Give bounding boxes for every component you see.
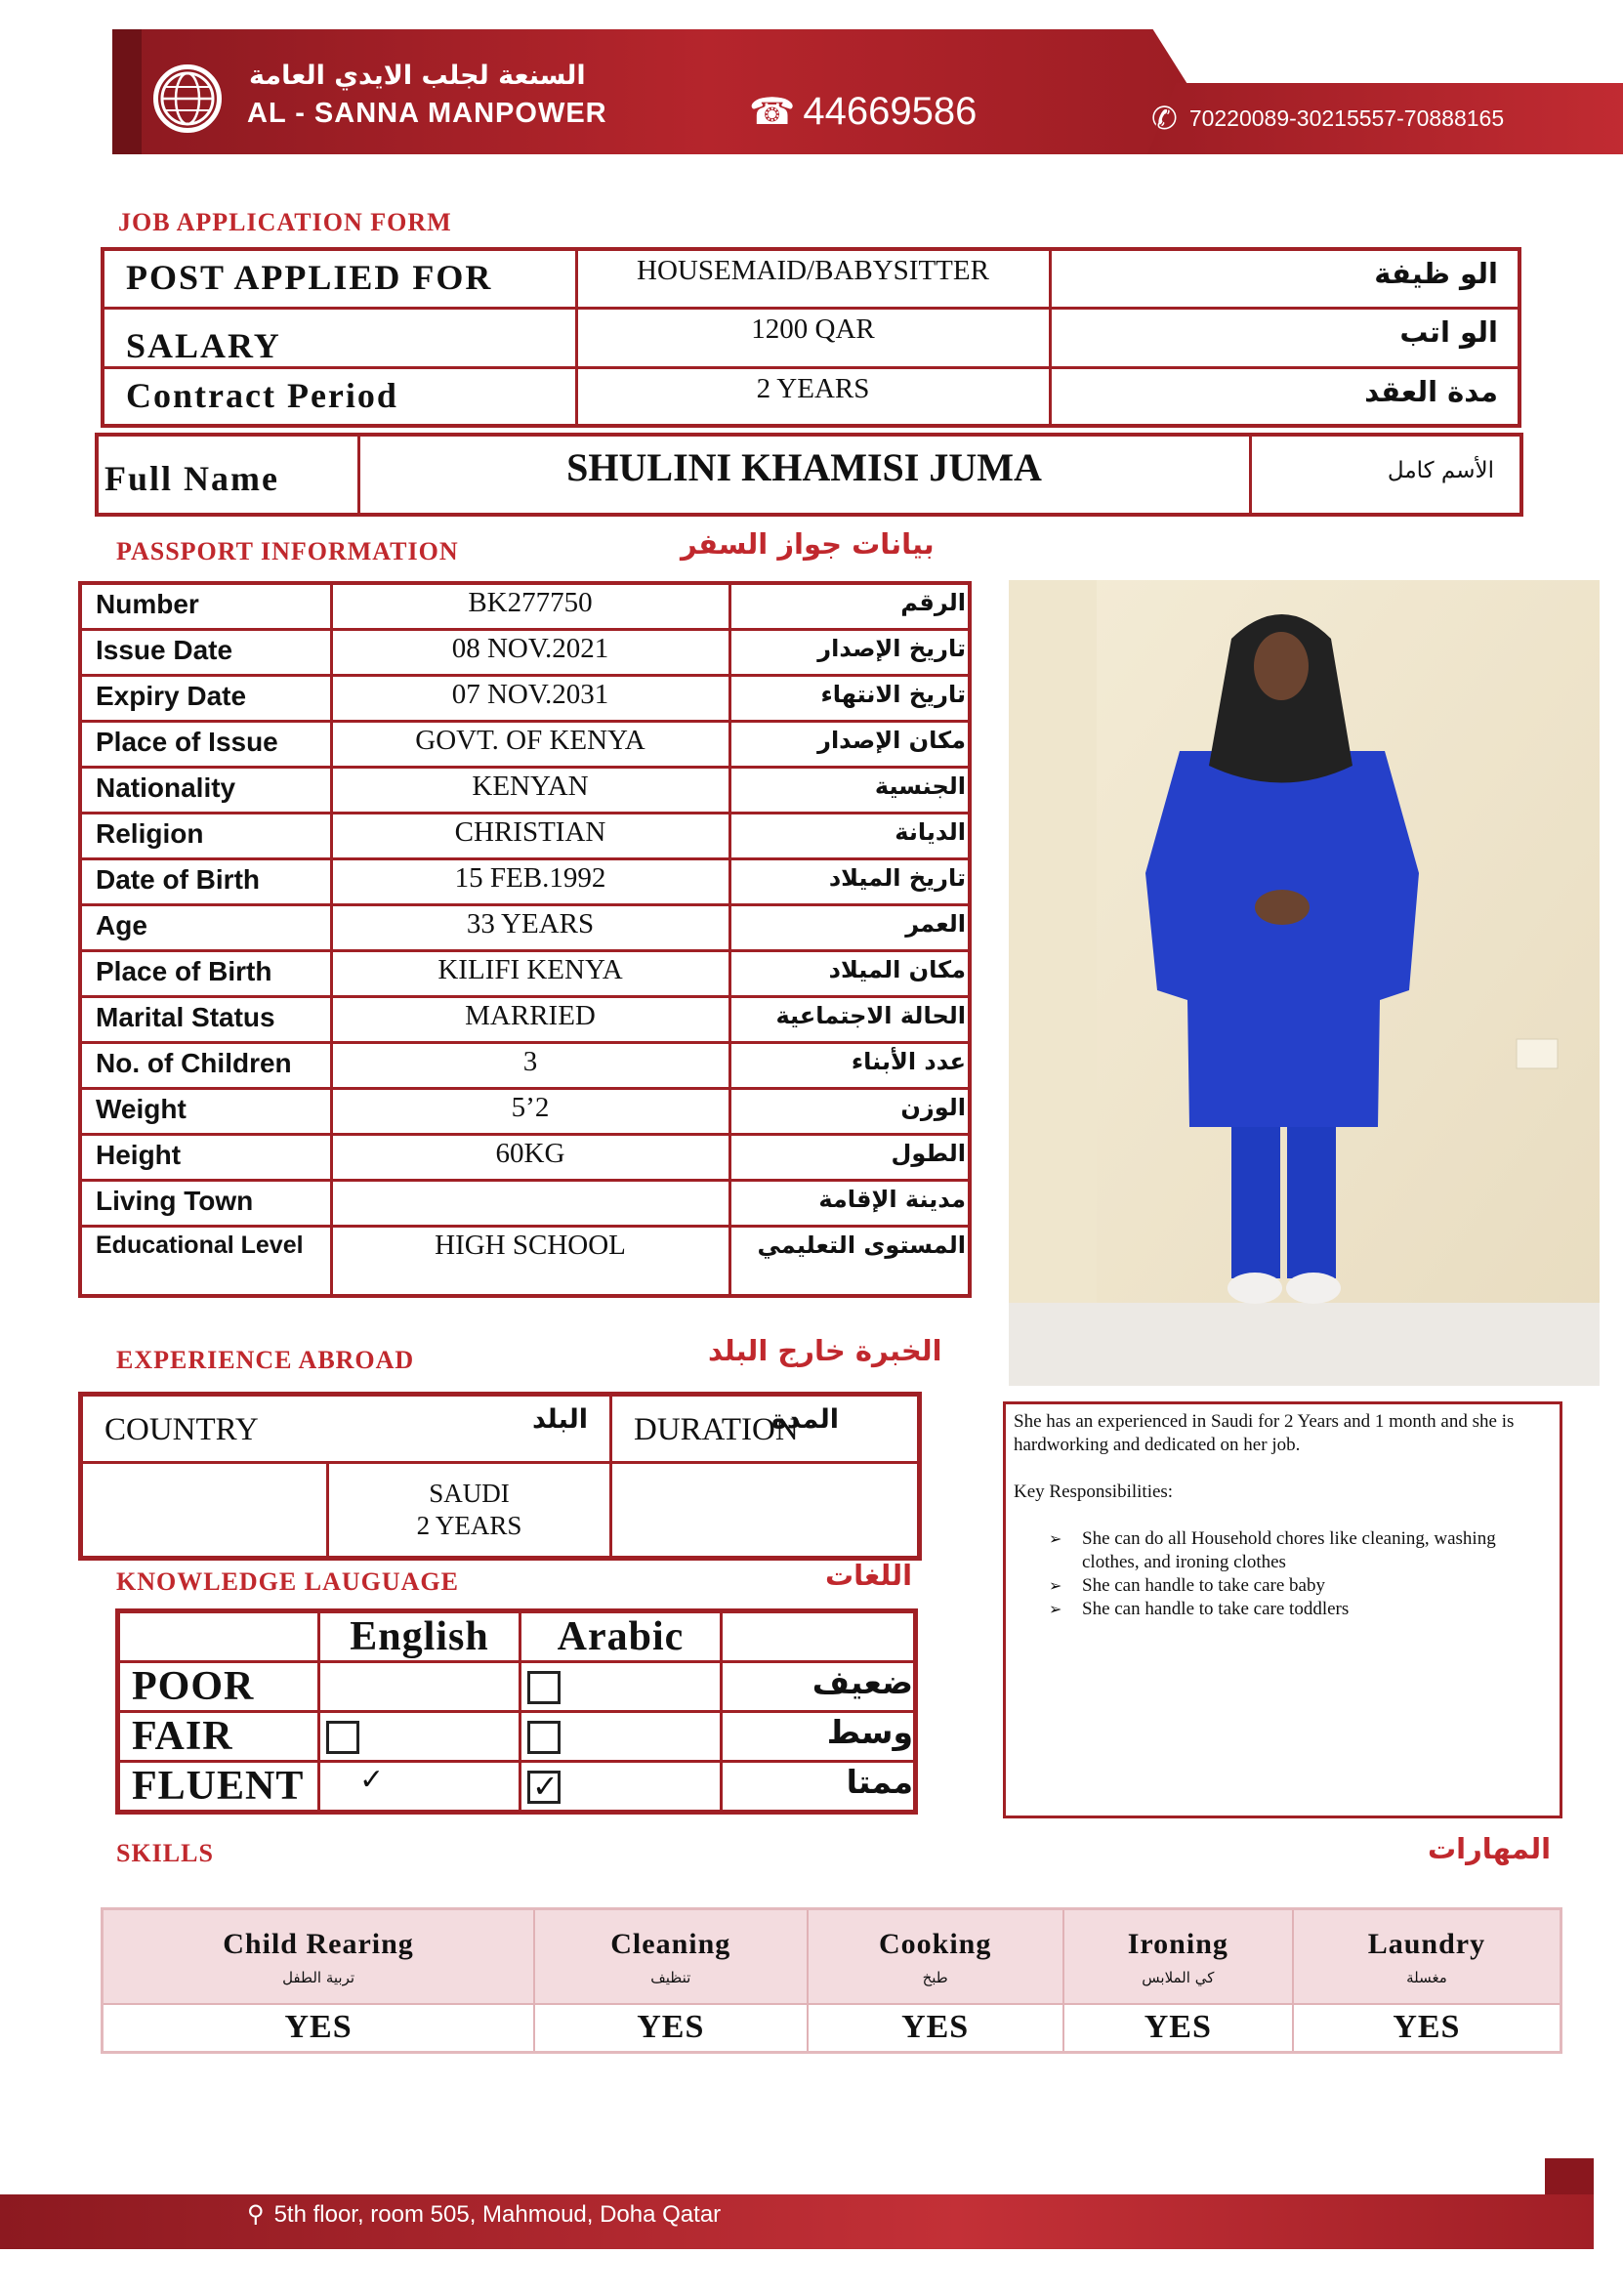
passport-field-value: 33 YEARS [331,904,729,950]
poor-english-cell [319,1662,520,1712]
skill-name: Cleaning [610,1928,731,1960]
language-corner [118,1611,319,1662]
skill-header-cell [1293,1909,1561,2004]
experience-empty-cell-2 [611,1463,920,1559]
experience-summary: She has an experienced in Saudi for 2 Years and 1 month and she is hardworking and dedicated on her job. [1014,1411,1515,1455]
passport-field-label: Weight [80,1088,331,1134]
skill-name: Child Rearing [223,1928,414,1960]
passport-row [80,996,970,1042]
skills-table [101,1907,1562,2054]
skill-value: YES [808,2004,1063,2053]
form-title: JOB APPLICATION FORM [118,208,452,236]
level-fluent: FLUENT [118,1762,319,1813]
letterhead-banner [112,29,1597,154]
passport-field-label: Age [80,904,331,950]
level-poor: POOR [118,1662,319,1712]
passport-field-value: KILIFI KENYA [331,950,729,996]
skill-value: YES [103,2004,535,2053]
passport-field-value: 3 [331,1042,729,1088]
skill-value: YES [1293,2004,1561,2053]
passport-field-arabic: الديانة [729,813,970,858]
passport-row [80,675,970,721]
level-fluent-arabic: ممتا [722,1762,916,1813]
passport-field-value: HIGH SCHOOL [331,1226,729,1296]
job-row-post [103,249,1519,308]
passport-field-label: Nationality [80,767,331,813]
language-arabic-header: Arabic [520,1611,722,1662]
passport-field-arabic: تاريخ الإصدار [729,629,970,675]
language-title: KNOWLEDGE LAUGUAGE [116,1567,459,1596]
passport-field-label: Date of Birth [80,858,331,904]
language-table [115,1608,918,1815]
mobile-phone-icon: ✆ [1151,101,1178,136]
passport-field-arabic: الرقم [729,583,970,629]
skill-value: YES [534,2004,807,2053]
responsibilities-title: Key Responsibilities: [1014,1482,1174,1502]
passport-field-arabic: عدد الأبناء [729,1042,970,1088]
country-label: COUNTRY [104,1412,259,1447]
skill-name: Cooking [878,1928,992,1960]
level-fair: FAIR [118,1712,319,1762]
mobile-value: 70220089-30215557-70888165 [1188,104,1505,131]
full-name-arabic: الأسم كامل [1250,435,1521,515]
fluent-arabic-checkbox[interactable] [527,1771,561,1804]
skills-title-arabic: المهارات [1428,1832,1552,1865]
salary-value: 1200 QAR [576,308,1050,367]
fair-arabic-checkbox[interactable] [527,1721,561,1754]
experience-title: EXPERIENCE ABROAD [116,1346,415,1374]
salary-label: SALARY [103,308,576,367]
level-poor-arabic: ضعيف [722,1662,916,1712]
passport-row [80,721,970,767]
location-pin-icon: ⚲ [247,2201,265,2228]
passport-field-value [331,1180,729,1226]
full-name-value: SHULINI KHAMISI JUMA [358,435,1250,515]
passport-row [80,1180,970,1226]
full-name-label: Full Name [97,435,358,515]
passport-field-label: Expiry Date [80,675,331,721]
salary-arabic: الو اتب [1050,308,1519,367]
phone-value: 44669586 [803,90,978,133]
passport-field-arabic: العمر [729,904,970,950]
passport-field-arabic: مكان الإصدار [729,721,970,767]
country-header [81,1395,611,1463]
passport-field-arabic: الجنسية [729,767,970,813]
passport-row [80,1042,970,1088]
passport-row [80,904,970,950]
footer-bar [0,2194,1594,2249]
passport-field-label: Educational Level [80,1226,331,1296]
fluent-arabic-cell [520,1762,722,1813]
poor-arabic-checkbox[interactable] [527,1671,561,1704]
level-fair-arabic: وسط [722,1712,916,1762]
passport-field-label: Height [80,1134,331,1180]
experience-duration: 2 YEARS [416,1511,522,1540]
experience-entry [328,1463,611,1559]
post-value: HOUSEMAID/BABYSITTER [576,249,1050,308]
passport-field-value: 15 FEB.1992 [331,858,729,904]
footer-address [247,2200,721,2229]
language-blank-header [722,1611,916,1662]
skill-header-cell [103,1909,535,2004]
experience-country: SAUDI [429,1479,510,1508]
passport-field-label: Number [80,583,331,629]
brand-arabic: السنعة لجلب الايدي العامة [249,61,586,91]
poor-arabic-cell [520,1662,722,1712]
skill-name-arabic: مغسلة [1406,1969,1447,1986]
skill-name-arabic: تنظيف [650,1969,691,1986]
post-label: POST APPLIED FOR [103,249,576,308]
passport-field-value: CHRISTIAN [331,813,729,858]
passport-field-arabic: مكان الميلاد [729,950,970,996]
checkmark-icon: ✓ [359,1763,385,1797]
passport-field-label: Living Town [80,1180,331,1226]
passport-field-label: Place of Birth [80,950,331,996]
contract-value: 2 YEARS [576,367,1050,426]
skill-name: Laundry [1367,1928,1486,1960]
passport-field-arabic: الوزن [729,1088,970,1134]
passport-field-value: 60KG [331,1134,729,1180]
passport-field-value: KENYAN [331,767,729,813]
experience-table [78,1392,922,1561]
passport-field-arabic: الحالة الاجتماعية [729,996,970,1042]
responsibility-item: ➢ She can handle to take care baby [1049,1574,1552,1598]
job-row-contract [103,367,1519,426]
passport-row [80,1088,970,1134]
fair-english-cell [319,1712,520,1762]
responsibilities-list [1014,1527,1552,1621]
passport-row [80,858,970,904]
contract-arabic: مدة العقد [1050,367,1519,426]
responsibility-item: ➢ She can do all Household chores like cleaning, washing clothes, and ironing clothes [1049,1527,1552,1574]
passport-field-label: No. of Children [80,1042,331,1088]
passport-field-arabic: المستوى التعليمي [729,1226,970,1296]
duration-label: DURATION [634,1412,799,1447]
responsibility-item: ➢ She can handle to take care toddlers [1049,1598,1552,1621]
passport-field-value: 08 NOV.2021 [331,629,729,675]
passport-row [80,767,970,813]
passport-field-label: Marital Status [80,996,331,1042]
fluent-english-cell [319,1762,520,1813]
passport-field-arabic: الطول [729,1134,970,1180]
applicant-photo [1009,580,1600,1386]
passport-field-label: Place of Issue [80,721,331,767]
experience-empty-cell [81,1463,328,1559]
passport-field-value: 07 NOV.2031 [331,675,729,721]
passport-row [80,1226,970,1296]
passport-field-arabic: تاريخ الميلاد [729,858,970,904]
full-name-table [95,433,1523,517]
skill-name-arabic: تربية الطفل [282,1969,355,1986]
passport-field-arabic: مدينة الإقامة [729,1180,970,1226]
passport-field-arabic: تاريخ الانتهاء [729,675,970,721]
job-details-table [101,247,1521,428]
passport-field-value: 5’2 [331,1088,729,1134]
passport-title-arabic: بيانات جواز السفر [681,527,935,561]
experience-title-arabic: الخبرة خارج البلد [708,1334,942,1367]
skill-name: Ironing [1127,1928,1228,1960]
fair-english-checkbox[interactable] [326,1721,359,1754]
passport-row [80,629,970,675]
contract-label: Contract Period [103,367,576,426]
passport-field-value: GOVT. OF KENYA [331,721,729,767]
phone-number [749,90,977,134]
duration-arabic: المدة [770,1404,839,1435]
passport-field-label: Issue Date [80,629,331,675]
skill-header-cell [534,1909,807,2004]
skill-value: YES [1063,2004,1293,2053]
skill-name-arabic: طبخ [922,1969,948,1986]
passport-row [80,583,970,629]
passport-table [78,581,972,1298]
brand-english: AL - SANNA MANPOWER [247,98,607,129]
skill-header-cell [808,1909,1063,2004]
post-arabic: الو ظيفة [1050,249,1519,308]
language-english-header: English [319,1611,520,1662]
language-title-arabic: اللغات [825,1559,913,1592]
passport-field-label: Religion [80,813,331,858]
skill-name-arabic: كي الملابس [1142,1969,1215,1986]
passport-title: PASSPORT INFORMATION [116,537,459,565]
telephone-icon: ☎ [749,92,796,133]
passport-row [80,1134,970,1180]
skills-title: SKILLS [116,1839,214,1867]
company-logo-icon [153,64,222,133]
skill-header-cell [1063,1909,1293,2004]
mobile-numbers [1151,100,1504,137]
fair-arabic-cell [520,1712,722,1762]
passport-row [80,950,970,996]
passport-field-value: BK277750 [331,583,729,629]
passport-row [80,813,970,858]
experience-description [1003,1401,1562,1818]
duration-header [611,1395,920,1463]
job-row-salary [103,308,1519,367]
address-text: 5th floor, room 505, Mahmoud, Doha Qatar [273,2200,722,2228]
country-arabic: البلد [531,1404,588,1435]
passport-field-value: MARRIED [331,996,729,1042]
